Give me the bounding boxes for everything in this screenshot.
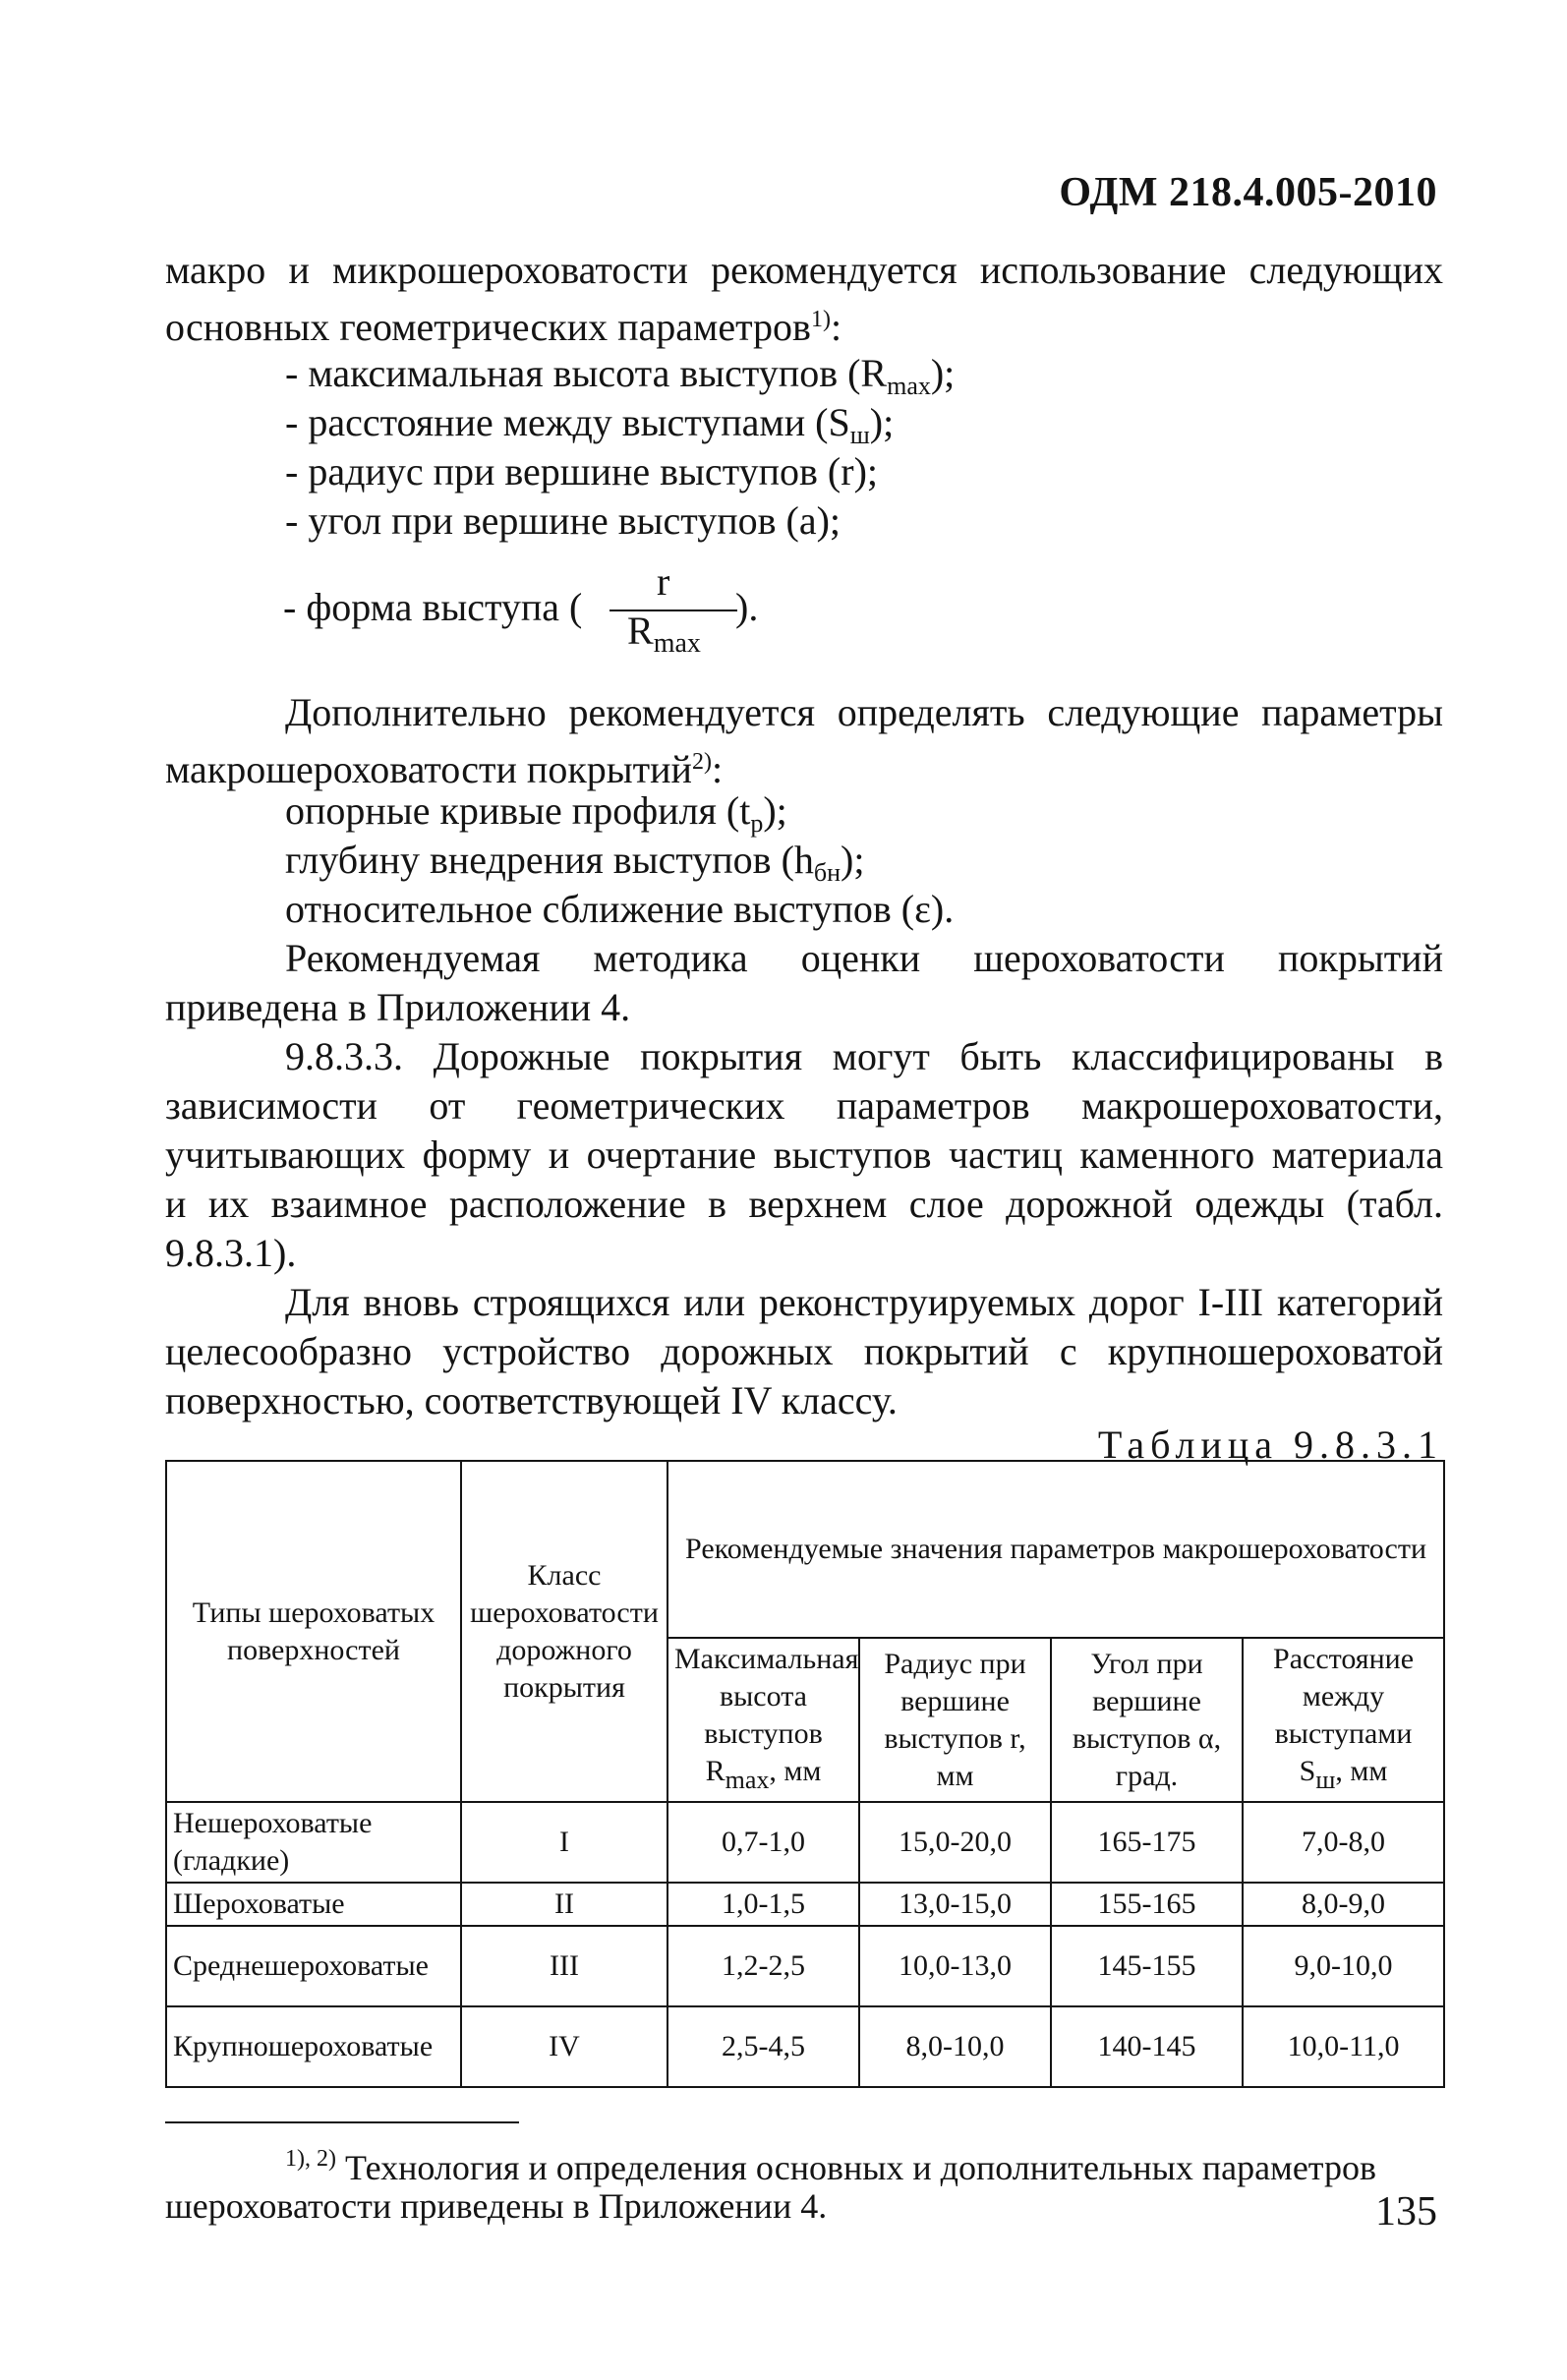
additional-line-2: макрошероховатости покрытий$^{2)}$: bbox=[165, 747, 724, 791]
cell-radius: 13,0-15,0 bbox=[859, 1883, 1051, 1926]
param-item: - радиус при вершине выступов (r); bbox=[285, 449, 879, 493]
footnote-line-1: $^{1), 2)}$ Технология и определения основных и дополнительных параметров bbox=[285, 2146, 1376, 2187]
header-group: Рекомендуемые значения параметров макрошероховатости bbox=[667, 1461, 1444, 1638]
table-row bbox=[166, 1926, 1444, 2006]
intro-line-1: макро и микрошероховатости рекомендуется использование следующих bbox=[165, 248, 1443, 292]
table-caption: Таблица 9.8.3.1 bbox=[1097, 1422, 1443, 1467]
document-code: ОДМ 218.4.005-2010 bbox=[1059, 170, 1437, 215]
cell-rmax: 0,7-1,0 bbox=[667, 1802, 859, 1883]
page-number: 135 bbox=[1375, 2189, 1437, 2235]
param-item: - угол при вершине выступов (а); bbox=[285, 498, 842, 543]
additional-item: относительное сближение выступов (ε). bbox=[285, 887, 955, 931]
table-row bbox=[166, 1883, 1444, 1926]
table-row bbox=[166, 2006, 1444, 2087]
cell-rmax: 1,2-2,5 bbox=[667, 1926, 859, 2006]
method-line-2: приведена в Приложении 4. bbox=[165, 985, 631, 1029]
roughness-table bbox=[165, 1460, 1445, 2088]
header-types: Типы шероховатых поверхностей bbox=[166, 1461, 461, 1802]
cell-rmax: 2,5-4,5 bbox=[667, 2006, 859, 2087]
section-line-3: учитывающих форму и очертание выступов частиц каменного материала bbox=[165, 1132, 1443, 1177]
param-item: - расстояние между выступами $(S_ш)$; bbox=[285, 400, 895, 449]
cell-type: Среднешероховатые bbox=[166, 1926, 461, 2006]
cell-radius: 15,0-20,0 bbox=[859, 1802, 1051, 1883]
footnote-rule bbox=[165, 2121, 519, 2123]
new-roads-line-3: поверхностью, соответствующей IV классу. bbox=[165, 1378, 898, 1422]
cell-distance: 9,0-10,0 bbox=[1243, 1926, 1444, 2006]
section-line-4: и их взаимное расположение в верхнем слое дорожной одежды (табл. bbox=[165, 1182, 1443, 1226]
cell-distance: 7,0-8,0 bbox=[1243, 1802, 1444, 1883]
new-roads-line-1: Для вновь строящихся или реконструируемых дорог I-III категорий bbox=[285, 1280, 1443, 1324]
param-item: - максимальная высота выступов $(R_{max})$; bbox=[285, 351, 956, 400]
new-roads-line-2: целесообразно устройство дорожных покрытий с крупношероховатой bbox=[165, 1329, 1443, 1373]
section-line-5: 9.8.3.1). bbox=[165, 1231, 297, 1275]
table-row bbox=[166, 1802, 1444, 1883]
cell-distance: 10,0-11,0 bbox=[1243, 2006, 1444, 2087]
additional-item: глубину внедрения выступов $(h_{бн})$; bbox=[285, 838, 865, 887]
cell-class: IV bbox=[461, 2006, 667, 2087]
shape-suffix: ). bbox=[735, 585, 759, 629]
cell-angle: 165-175 bbox=[1051, 1802, 1243, 1883]
header-angle: Угол при вершине выступов α, град. bbox=[1051, 1638, 1243, 1802]
fraction-numerator: r bbox=[657, 559, 670, 604]
header-class: Класс шероховатости дорожного покрытия bbox=[461, 1461, 667, 1802]
footnote-line-2: шероховатости приведены в Приложении 4. bbox=[165, 2186, 828, 2226]
intro-line-2: основных геометрических параметров$^{1)}$: bbox=[165, 305, 842, 349]
header-rmax: Максимальная высота выступов $R_{max}$, мм bbox=[667, 1638, 859, 1802]
shape-prefix: - форма выступа ( bbox=[283, 585, 583, 629]
fraction-denominator: $R_{max}$ bbox=[627, 609, 701, 659]
cell-angle: 140-145 bbox=[1051, 2006, 1243, 2087]
section-line-2: зависимости от геометрических параметров макрошероховатости, bbox=[165, 1083, 1443, 1128]
cell-class: II bbox=[461, 1883, 667, 1926]
cell-radius: 10,0-13,0 bbox=[859, 1926, 1051, 2006]
additional-line-1: Дополнительно рекомендуется определять следующие параметры bbox=[285, 690, 1443, 734]
cell-rmax: 1,0-1,5 bbox=[667, 1883, 859, 1926]
section-line-1: 9.8.3.3. Дорожные покрытия могут быть классифицированы в bbox=[285, 1034, 1443, 1078]
additional-item: опорные кривые профиля $(t_р)$; bbox=[285, 788, 787, 838]
cell-type: Нешероховатые (гладкие) bbox=[166, 1802, 461, 1883]
cell-type: Крупношероховатые bbox=[166, 2006, 461, 2087]
cell-distance: 8,0-9,0 bbox=[1243, 1883, 1444, 1926]
header-radius: Радиус при вершине выступов r, мм bbox=[859, 1638, 1051, 1802]
cell-type: Шероховатые bbox=[166, 1883, 461, 1926]
cell-angle: 155-165 bbox=[1051, 1883, 1243, 1926]
cell-class: I bbox=[461, 1802, 667, 1883]
method-line-1: Рекомендуемая методика оценки шероховатости покрытий bbox=[285, 936, 1443, 980]
cell-angle: 145-155 bbox=[1051, 1926, 1243, 2006]
cell-radius: 8,0-10,0 bbox=[859, 2006, 1051, 2087]
header-distance: Расстояние между выступами $S_ш$, мм bbox=[1243, 1638, 1444, 1802]
cell-class: III bbox=[461, 1926, 667, 2006]
